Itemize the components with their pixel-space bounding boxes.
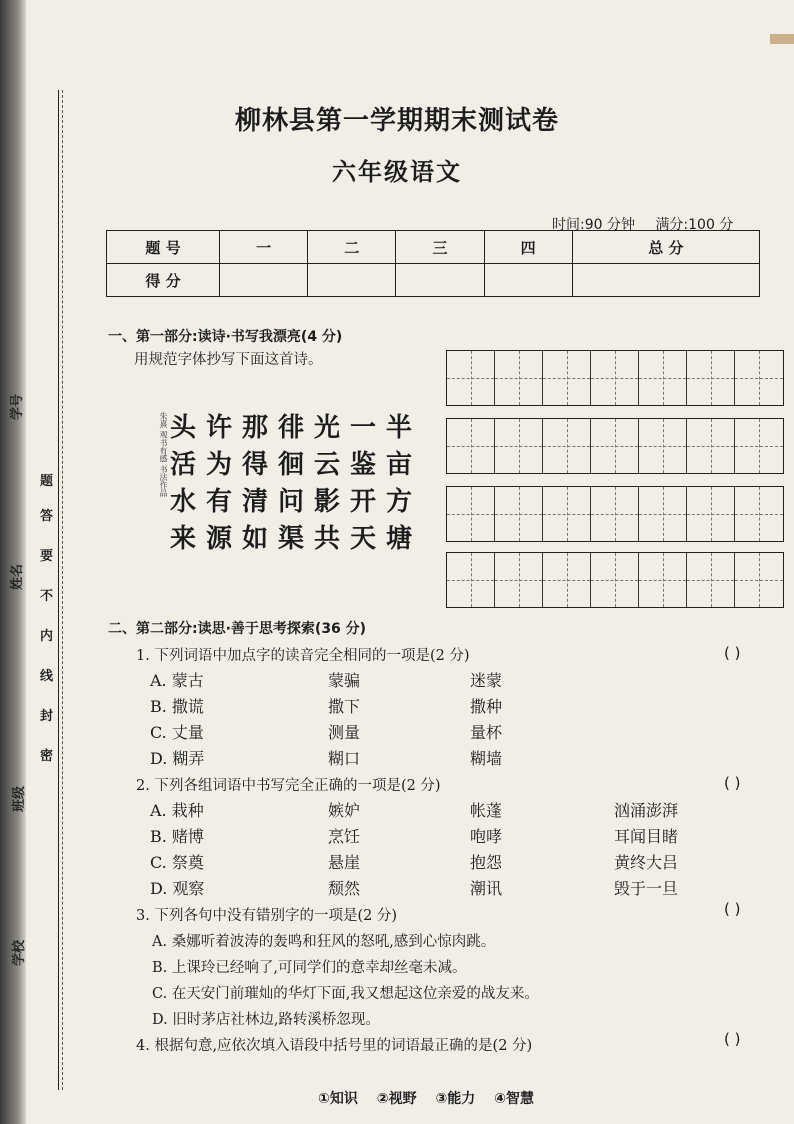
grid-cell[interactable] — [447, 419, 495, 473]
grid-cell[interactable] — [639, 487, 687, 541]
q1-stem: 1. 下列词语中加点字的读音完全相同的一项是(2 分) — [136, 648, 470, 664]
score-header-cell: 四 — [484, 231, 572, 264]
option-word: 烹饪 — [328, 827, 361, 846]
seal-char: 不 — [40, 589, 54, 604]
writing-grid-1[interactable] — [446, 350, 784, 406]
option-word: 耳闻目睹 — [614, 827, 679, 846]
grid-cell[interactable] — [495, 351, 543, 405]
poem-line: 来源如渠共天塘 — [170, 524, 423, 554]
writing-grid-4[interactable] — [446, 552, 784, 608]
grid-cell[interactable] — [495, 419, 543, 473]
grid-cell[interactable] — [591, 351, 639, 405]
part1-instruction: 用规范字体抄写下面这首诗。 — [134, 352, 323, 368]
score-entry-row — [107, 264, 760, 297]
option-word: 抱怨 — [470, 853, 503, 872]
seal-school-label: 学校 — [12, 939, 27, 966]
part2-heading: 二、第二部分:读思·善于思考探索(36 分) — [108, 621, 367, 637]
option-word: A. 蒙古 — [150, 671, 204, 690]
q1-option-a — [150, 668, 750, 690]
poem-line: 头许那徘光一半 — [170, 413, 423, 443]
option-word: D. 观察 — [150, 879, 205, 898]
writing-grid-2[interactable] — [446, 418, 784, 474]
q3-answer-blank[interactable]: ( ) — [724, 900, 741, 918]
grid-cell[interactable] — [687, 487, 735, 541]
seal-char: 题 — [40, 474, 54, 489]
grid-cell[interactable] — [495, 553, 543, 607]
q2-answer-blank[interactable]: ( ) — [724, 774, 741, 792]
seal-line-dashed — [62, 90, 63, 1090]
grid-cell[interactable] — [495, 487, 543, 541]
seal-char: 答 — [40, 509, 54, 524]
option-word: 糊墙 — [470, 749, 503, 768]
seal-char: 线 — [40, 669, 54, 684]
grid-cell[interactable] — [543, 487, 591, 541]
q4-word-list: ①知识 ②视野 ③能力 ④智慧 — [318, 1091, 535, 1107]
grid-cell[interactable] — [735, 487, 783, 541]
q3-option-b: B. 上课玲已经响了,可同学们的意幸却丝毫未减。 — [152, 960, 467, 976]
grid-cell[interactable] — [687, 351, 735, 405]
part1-heading: 一、第一部分:读诗·书写我漂亮(4 分) — [108, 329, 343, 345]
seal-class-label: 班级 — [12, 785, 27, 812]
seal-line — [58, 90, 59, 1090]
full-score: 满分:100 分 — [655, 217, 734, 233]
q3-stem: 3. 下列各句中没有错别字的一项是(2 分) — [136, 908, 398, 924]
option-word: 汹涌澎湃 — [614, 801, 679, 820]
q1-option-d — [150, 746, 750, 768]
option-word: 蒙骗 — [328, 671, 361, 690]
seal-char: 内 — [40, 629, 54, 644]
poem-line: 水有清问影开方 — [170, 487, 423, 517]
grid-cell[interactable] — [543, 351, 591, 405]
option-word: B. 撒谎 — [150, 697, 204, 716]
score-entry-cell[interactable] — [308, 264, 396, 297]
poem-inscription: 朱熹 观书有感 书法作品 — [159, 412, 168, 498]
score-header-row — [107, 231, 760, 264]
seal-char: 密 — [40, 749, 54, 764]
grid-cell[interactable] — [639, 419, 687, 473]
option-word: 帐蓬 — [470, 801, 503, 820]
option-word: B. 赌博 — [150, 827, 204, 846]
q2-option-d — [150, 876, 750, 898]
grid-cell[interactable] — [591, 553, 639, 607]
q3-option-d: D. 旧时茅店社林边,路转溪桥忽现。 — [152, 1012, 380, 1028]
writing-grid-3[interactable] — [446, 486, 784, 542]
option-word: A. 栽种 — [150, 801, 204, 820]
grid-cell[interactable] — [639, 553, 687, 607]
score-entry-cell[interactable] — [220, 264, 308, 297]
option-word: 黄终大吕 — [614, 853, 679, 872]
grid-cell[interactable] — [735, 351, 783, 405]
grid-cell[interactable] — [591, 487, 639, 541]
option-word: 毁于一旦 — [614, 879, 679, 898]
q4-stem: 4. 根据句意,应依次填入语段中括号里的词语最正确的是(2 分) — [136, 1038, 533, 1054]
grid-cell[interactable] — [735, 419, 783, 473]
poem-calligraphy — [170, 410, 423, 558]
tape-mark — [770, 34, 794, 44]
score-entry-label: 得 分 — [107, 264, 220, 297]
score-header-cell: 题 号 — [107, 231, 220, 264]
grid-cell[interactable] — [687, 419, 735, 473]
q1-answer-blank[interactable]: ( ) — [724, 644, 741, 662]
exam-title: 柳林县第一学期期末测试卷 — [234, 106, 559, 136]
option-word: C. 祭奠 — [150, 853, 204, 872]
grid-cell[interactable] — [687, 553, 735, 607]
grid-cell[interactable] — [447, 553, 495, 607]
grid-cell[interactable] — [639, 351, 687, 405]
score-header-cell: 一 — [220, 231, 308, 264]
q2-option-b — [150, 824, 750, 846]
poem-line: 活为得徊云鉴亩 — [170, 450, 423, 480]
option-word: 嫉妒 — [328, 801, 361, 820]
option-word: 潮讯 — [470, 879, 503, 898]
grid-cell[interactable] — [543, 419, 591, 473]
score-header-cell: 总 分 — [572, 231, 759, 264]
grid-cell[interactable] — [543, 553, 591, 607]
q2-option-c — [150, 850, 750, 872]
option-word: 量杯 — [470, 723, 503, 742]
q1-option-b — [150, 694, 750, 716]
grid-cell[interactable] — [735, 553, 783, 607]
option-word: D. 糊弄 — [150, 749, 205, 768]
q4-answer-blank[interactable]: ( ) — [724, 1030, 741, 1048]
score-entry-cell[interactable] — [484, 264, 572, 297]
seal-char: 封 — [40, 709, 54, 724]
option-word: 测量 — [328, 723, 361, 742]
q3-option-a: A. 桑娜听着波涛的轰鸣和狂风的怒吼,感到心惊肉跳。 — [152, 934, 496, 950]
option-word: 迷蒙 — [470, 671, 503, 690]
grid-cell[interactable] — [447, 351, 495, 405]
score-header-cell: 三 — [396, 231, 484, 264]
option-word: 撒下 — [328, 697, 361, 716]
score-entry-cell[interactable] — [396, 264, 484, 297]
option-word: 悬崖 — [328, 853, 361, 872]
seal-id-label: 学号 — [10, 393, 25, 420]
q1-option-c — [150, 720, 750, 742]
q2-option-a — [150, 798, 750, 820]
q2-stem: 2. 下列各组词语中书写完全正确的一项是(2 分) — [136, 778, 441, 794]
option-word: 撒种 — [470, 697, 503, 716]
score-entry-cell[interactable] — [572, 264, 759, 297]
seal-char: 要 — [40, 549, 54, 564]
option-word: 咆哮 — [470, 827, 503, 846]
grid-cell[interactable] — [591, 419, 639, 473]
option-word: 颓然 — [328, 879, 361, 898]
grid-cell[interactable] — [447, 487, 495, 541]
q3-option-c: C. 在天安门前璀灿的华灯下面,我又想起这位亲爱的战友来。 — [152, 986, 539, 1002]
option-word: 糊口 — [328, 749, 361, 768]
seal-name-label: 姓名 — [10, 563, 25, 590]
time-limit: 时间:90 分钟 — [552, 217, 635, 233]
score-table — [106, 230, 760, 297]
option-word: C. 丈量 — [150, 723, 204, 742]
exam-subtitle: 六年级语文 — [332, 157, 462, 186]
score-header-cell: 二 — [308, 231, 396, 264]
